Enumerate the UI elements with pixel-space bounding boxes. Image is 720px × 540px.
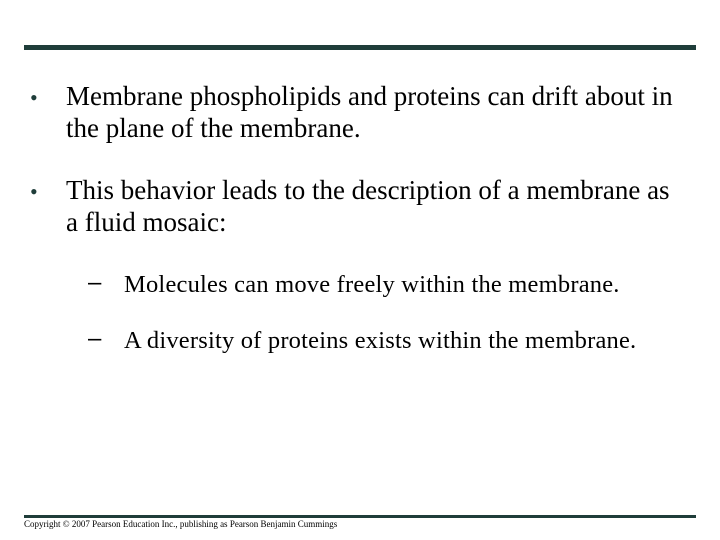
bottom-divider-rule [24, 515, 696, 518]
bullet-marker: • [30, 85, 38, 110]
top-divider-rule [24, 45, 696, 50]
copyright-notice: Copyright © 2007 Pearson Education Inc., publishing as Pearson Benjamin Cummings [24, 519, 338, 529]
sub-bullet-marker: – [88, 269, 102, 296]
sub-bullet-text: A diversity of proteins exists within the membrane. [124, 327, 637, 354]
bullet-text: This behavior leads to the description of a membrane as a fluid mosaic: [66, 175, 670, 237]
bullet-marker: • [30, 179, 38, 204]
sub-bullet-marker: – [88, 325, 102, 352]
bullet-text: Membrane phospholipids and proteins can drift about in the plane of the membrane. [66, 81, 673, 143]
sub-bullet-text: Molecules can move freely within the membrane. [124, 271, 620, 298]
